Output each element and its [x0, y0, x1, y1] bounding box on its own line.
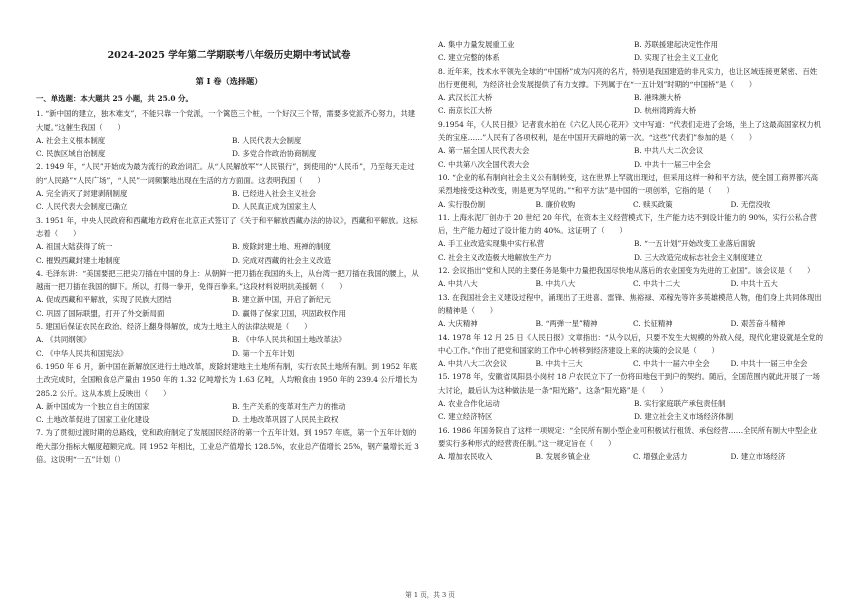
answer-option[interactable]: C. 中共十二大	[633, 279, 681, 289]
question-stem: 14. 1978 年 12 月 25 日《人民日报》文章指出：“从今以后，只要不发生大规模的外敌入侵，现代化建设就是全党的中心工作。”作出了把党和国家的工作中心转移到经济建设上来的决策的会议是（ ）	[438, 332, 824, 355]
answer-options	[438, 144, 824, 171]
question-stem: 8. 近年来，技术水平领先全球的“中国桥”成为闪亮的名片，特别是我国建造的非凡实力，也让区域连接更紧密、百姓出行更便利，为经济社会发展提供了有力支撑。下列属于在“一五计划”时期的“中国桥”是（ ）	[438, 66, 818, 89]
question-item	[438, 264, 824, 291]
question-item	[36, 426, 422, 466]
answer-option[interactable]: C. 中共第八次全国代表大会	[438, 159, 530, 169]
answer-option[interactable]: C. 增强企业活力	[633, 452, 688, 462]
answer-option[interactable]: A. 《共同纲领》	[36, 335, 91, 345]
question-stem: 4. 毛泽东讲：“美国要把三把尖刀插在中国的身上：从朝鲜一把刀插在我国的头上，从台湾一把刀插在我国的腰上，从越南一把刀插在我国的脚下。所以，打得一拳开，免得百拳来。”这段材料说明抗美援朝（ ）	[36, 268, 419, 292]
question-item	[36, 107, 422, 160]
answer-option[interactable]: D. 赢得了保家卫国，巩固政权作用	[232, 308, 346, 318]
question-item	[438, 65, 824, 118]
answer-options	[36, 240, 422, 267]
question-stem: 9.1954 年，《人民日报》记者袁水拍在《六亿人民心花开》文中写道：“代表们走进了会场，坐上了这最高国家权力机关的宝座……”人民有了各项权利，是在中国开天辟地的第一次。“这些”代表们”参加的是（ ）	[438, 119, 822, 143]
volume-heading: 第 I 卷（选择题）	[195, 76, 263, 86]
answer-option[interactable]: C. 社会主义改造极大地解放生产力	[438, 252, 552, 262]
question-stem: 11. 上海永泥厂创办于 20 世纪 20 年代，在资本主义经营模式下，生产能力达不到设计能力的 90%，实行公私合营后，生产能力超过了设计能力的 40%。这证明了（ ）	[438, 212, 817, 236]
answer-option[interactable]: B. 生产关系的变革对生产力的推动	[232, 401, 346, 411]
answer-option[interactable]: A. 集中力量发展重工业	[438, 40, 515, 49]
answer-option[interactable]: C. 建立经济特区	[438, 412, 493, 422]
answer-option[interactable]: D. 建立市场经济	[730, 452, 786, 462]
answer-option[interactable]: C. 赎买政策	[633, 199, 673, 209]
answer-option[interactable]: C. 人民代表大会制度已确立	[36, 202, 128, 212]
answer-option[interactable]: A. 武汉长江大桥	[438, 93, 493, 103]
question-stem: 1. “新中国的建立，独木难支”，不能只靠一个党派，一个篱笆三个桩，一个好汉三个帮，需要多党派齐心努力，共建大厦。”这催生我国（ ）	[36, 109, 416, 132]
answer-option[interactable]: B. 人民代表大会制度	[232, 135, 302, 145]
answer-option[interactable]: C. 巩固了国际联盟，打开了外交新局面	[36, 308, 165, 318]
question-item	[438, 38, 824, 65]
answer-option[interactable]: D. 完成对西藏的社会主义改造	[232, 255, 332, 265]
answer-option[interactable]: B. 廉价收购	[535, 199, 576, 209]
page-footer: 第 1 页，共 3 页	[405, 591, 455, 599]
answer-option[interactable]: D. 多党合作政治协商制度	[232, 149, 317, 159]
question-stem: 13. 在我国社会主义建设过程中，涌现出了王进喜、雷锋、焦裕禄、邓稼先等许多英雄模范人物，他们身上共同体现出的精神是（ ）	[438, 292, 822, 315]
question-item	[438, 291, 824, 331]
answer-option[interactable]: D. 中共十一届三中全会	[730, 359, 808, 369]
question-item	[438, 211, 824, 264]
question-item	[36, 267, 422, 320]
answer-options	[438, 450, 824, 463]
answer-option[interactable]: C. 建立完整的体系	[438, 53, 500, 63]
answer-options	[438, 397, 824, 424]
answer-options	[438, 198, 824, 211]
answer-options	[438, 38, 824, 65]
right-question-list	[438, 38, 824, 464]
answer-option[interactable]: C. 南京长江大桥	[438, 106, 493, 116]
answer-option[interactable]: B. 《中华人民共和国土地改革法》	[232, 335, 346, 345]
answer-options	[438, 317, 824, 330]
answer-option[interactable]: C. 中共十一届六中全会	[633, 359, 710, 369]
answer-options	[36, 293, 422, 320]
answer-option[interactable]: C. 长征精神	[633, 319, 673, 329]
left-question-list	[36, 107, 422, 466]
answer-options	[36, 400, 422, 427]
answer-option[interactable]: D. 中共十一届三中全会	[634, 159, 711, 169]
answer-option[interactable]: A. 增加农民收入	[438, 452, 493, 462]
answer-option[interactable]: A. 中共八大	[438, 279, 478, 289]
answer-options	[36, 134, 422, 161]
question-item	[438, 370, 824, 423]
question-stem: 10. “企业的私有制向社会主义公有制转变，这在世界上罕就出现过，但采用这样一种和平方法，使全国工商界都兴高采烈地接受这种改变，则是更为罕见的。”“和平方法”是中国的一项创举，它指的是（ ）	[438, 172, 819, 196]
answer-option[interactable]: B. 苏联援建起决定性作用	[634, 40, 719, 49]
left-column	[36, 38, 422, 466]
answer-option[interactable]: A. 第一届全国人民代表大会	[438, 146, 530, 156]
answer-options	[438, 357, 824, 370]
question-item	[438, 331, 824, 371]
question-item	[36, 360, 422, 426]
answer-option[interactable]: D. 建立社会主义市场经济体制	[634, 412, 734, 422]
answer-option[interactable]: A. 祖国大陆获得了统一	[36, 242, 113, 252]
question-item	[438, 171, 824, 211]
section-heading: 一、单选题：本大题共 25 小题，共 25.0 分。	[36, 94, 193, 103]
question-stem: 12. 会议指出“党和人民的主要任务是集中力量把我国尽快地从落后的农业国变为先进的工业国”。该会议是（ ）	[438, 266, 815, 276]
answer-option[interactable]: B. “两弹一星”精神	[535, 319, 598, 329]
answer-option[interactable]: B. 废除封建土地、班禅的制度	[232, 242, 331, 252]
answer-option[interactable]: A. 中共八大二次会议	[438, 359, 508, 369]
question-stem: 7. 为了贯彻过渡时期的总路线，党和政府制定了发展国民经济的第一个五年计划。到 1957 年底，第一个五年计划的绝大部分指标大幅度超额完成。同 1952 年相比，工业总产值增长 128.5%，农业总产值增长 25%，钢产量增长近 3 倍。这说明“一五”计划（）	[36, 428, 419, 465]
answer-option[interactable]: D. 无偿没收	[730, 199, 771, 209]
answer-option[interactable]: A. 促成西藏和平解放，实现了民族大团结	[36, 295, 172, 305]
answer-option[interactable]: D. 三大改造完成标志社会主义制度建立	[634, 252, 763, 262]
answer-option[interactable]: D. 实现了社会主义工业化	[634, 53, 719, 63]
answer-option[interactable]: D. 杭州湾跨海大桥	[634, 106, 697, 116]
answer-options	[438, 277, 824, 290]
question-stem: 5. 建国后保证农民在政治、经济上翻身得解放，成为土地主人的法律法规是（ ）	[36, 322, 312, 332]
answer-option[interactable]: D. 艰苦奋斗精神	[730, 319, 786, 329]
answer-option[interactable]: C. 土地改革促进了国家工业化建设	[36, 415, 150, 425]
answer-options	[36, 187, 422, 214]
answer-option[interactable]: A. 实行股份制	[438, 199, 485, 209]
answer-options	[438, 91, 824, 118]
answer-options	[36, 333, 422, 360]
answer-options	[438, 237, 824, 264]
answer-option[interactable]: B. 建立新中国，开启了新纪元	[232, 295, 331, 305]
answer-option[interactable]: B. 发展乡镇企业	[535, 452, 590, 462]
question-item	[36, 320, 422, 360]
answer-option[interactable]: D. 人民真正成为国家主人	[232, 202, 317, 212]
question-item	[36, 214, 422, 267]
answer-option[interactable]: A. 社会主义根本制度	[36, 135, 106, 145]
answer-option[interactable]: A. 农业合作化运动	[438, 399, 500, 409]
answer-option[interactable]: D. 土地改革巩固了人民民主政权	[232, 415, 339, 425]
answer-option[interactable]: B. 中共十三大	[535, 359, 583, 369]
answer-option[interactable]: B. “一五计划”开始改变工业落后面貌	[634, 239, 756, 249]
question-stem: 16. 1986 年国务院自了这样一项规定：“全民所有制小型企业可积极试行租赁、承包经营……全民所有制大中型企业要实行多种形式的经营责任制。”这一规定旨在（ ）	[438, 425, 818, 448]
right-column	[438, 38, 824, 464]
question-item	[36, 160, 422, 213]
question-stem: 2. 1949 年，“人民”开始成为最为流行的政治词汇。从“人民解放军”“人民银行”，到使用的“人民币”，乃至每天走过的“人民路”“人民广场”，“人民”一词频繁地出现在生活的方方面面。这表明我国（ ）	[36, 162, 415, 185]
answer-option[interactable]: D. 第一个五年计划	[232, 348, 295, 358]
question-stem: 3. 1951 年，中央人民政府和西藏地方政府在北京正式签订了《关于和平解放西藏办法的协议》，西藏和平解放。这标志着（ ）	[36, 215, 418, 238]
question-item	[438, 424, 824, 464]
exam-title: 2024-2025 学年第二学期联考八年级历史期中考试试卷	[107, 50, 351, 61]
answer-option[interactable]: A. 完全消灭了封建剥削制度	[36, 189, 128, 199]
answer-option[interactable]: D. 中共十五大	[730, 279, 778, 289]
answer-option[interactable]: A. 新中国成为一个独立自主的国家	[36, 401, 150, 411]
answer-option[interactable]: B. 已经进入社会主义社会	[232, 189, 317, 199]
answer-option[interactable]: C. 民族区域自治制度	[36, 149, 106, 159]
question-stem: 6. 1950 年 6 月，新中国在新解放区进行土地改革，废除封建地主土地所有制，实行农民土地所有制。到 1952 年底土改完成时，全国粮食总产量由 1950 年的 1.32 亿吨增长为 1.63 亿吨，人均粮食由 1950 年的 239.4 公斤增长为 285.2 公斤。这从本质上反映出（ ）	[36, 361, 418, 398]
answer-option[interactable]: B. 中共八大二次会议	[634, 146, 704, 156]
answer-option[interactable]: B. 中共八大	[535, 279, 576, 289]
answer-option[interactable]: C. 摧毁西藏封建土地制度	[36, 255, 120, 265]
answer-option[interactable]: A. 大庆精神	[438, 319, 478, 329]
question-item	[438, 118, 824, 171]
question-stem: 15. 1978 年，安徽省凤阳县小岗村 18 户农民立下了一份将田地包干到户的契约。随后，全国范围内就此开展了一场大讨论，最后认为这种做法是一条“阳光路”。这条“阳光路”是（ ）	[438, 372, 820, 395]
answer-option[interactable]: C. 《中华人民共和国宪法》	[36, 348, 128, 358]
answer-option[interactable]: A. 手工业改造实现集中实行私营	[438, 239, 545, 249]
answer-option[interactable]: B. 港珠澳大桥	[634, 93, 682, 103]
answer-option[interactable]: B. 实行家庭联产承包责任制	[634, 399, 726, 409]
